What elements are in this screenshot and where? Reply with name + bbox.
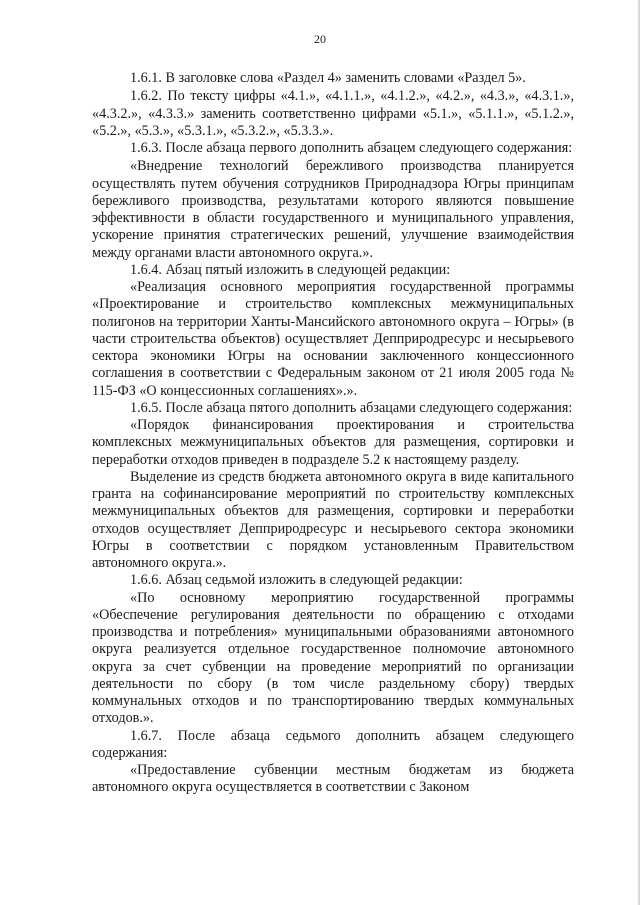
paragraph-1-6-2: 1.6.2. По тексту цифры «4.1.», «4.1.1.», «4.1.2.», «4.2.», «4.3.», «4.3.1.», «4.3.2.», «4.3.3.» заменить соответственно цифрами «5.1.», «5.1.1.», «5.1.2.», «5.2.», «5.3.», «5.3.1.», «5.3.2.», «5.3.3.».: [92, 88, 574, 139]
quote-paragraph: «Внедрение технологий бережливого производства планируется осуществлять путем обучения сотрудников Природнадзора Югры принципам бережливого производства, результатами которого являются повышение эффективности в области государственного и муниципального управления, ускорение принятия стратегических решений, улучшение взаимодействия между органами власти автономного округа.».: [92, 158, 574, 261]
document-body: [92, 70, 574, 797]
quote-paragraph: «По основному мероприятию государственной программы «Обеспечение регулирования деятельности по обращению с отходами производства и потребления» муниципальными образованиями автономного округа реализуется отдельное государственное полномочие автономного округа за счет субвенции на проведение мероприятий по организации деятельности по сбору (в том числе раздельному сбору) твердых коммунальных отходов и по транспортированию твердых коммунальных отходов.».: [92, 589, 574, 727]
paragraph-1-6-5: 1.6.5. После абзаца пятого дополнить абзацами следующего содержания:: [130, 399, 573, 416]
paragraph-1-6-1: 1.6.1. В заголовке слова «Раздел 4» заменить словами «Раздел 5».: [130, 70, 526, 86]
page-number: 20: [314, 32, 326, 46]
quote-paragraph: «Реализация основного мероприятия государственной программы «Проектирование и строительство комплексных межмуниципальных полигонов на территории Ханты-Мансийского автономного округа – Югры» (в части строительства объектов) осуществляет Депприродресурс и несырьевого сектора экономики Югры на основании заключенного концессионного соглашения в соответствии с Федеральным законом от 21 июля 2005 года № 115-ФЗ «О концессионных соглашениях».».: [92, 279, 574, 399]
paragraph-1-6-6: 1.6.6. Абзац седьмой изложить в следующей редакции:: [130, 572, 463, 589]
quote-paragraph: «Порядок финансирования проектирования и строительства комплексных межмуниципальных объектов для размещения, сортировки и переработки отходов приведен в подразделе 5.2 к настоящему разделу.: [92, 417, 574, 468]
quote-paragraph: Выделение из средств бюджета автономного округа в виде капитального гранта на софинансирование мероприятий по строительству комплексных межмуниципальных объектов для размещения, сортировки и переработки отходов осуществляет Депприродресурс и несырьевого сектора экономики Югры в соответствии с порядком установленным Правительством автономного округа.».: [92, 468, 574, 571]
paragraph-1-6-4: 1.6.4. Абзац пятый изложить в следующей редакции:: [130, 261, 451, 278]
paragraph-1-6-3: 1.6.3. После абзаца первого дополнить абзацем следующего содержания:: [130, 140, 573, 156]
paragraph-1-6-7: 1.6.7. После абзаца седьмого дополнить абзацем следующего содержания:: [92, 727, 574, 761]
quote-paragraph: «Предоставление субвенции местным бюджетам из бюджета автономного округа осуществляется в соответствии с Законом: [92, 762, 574, 796]
